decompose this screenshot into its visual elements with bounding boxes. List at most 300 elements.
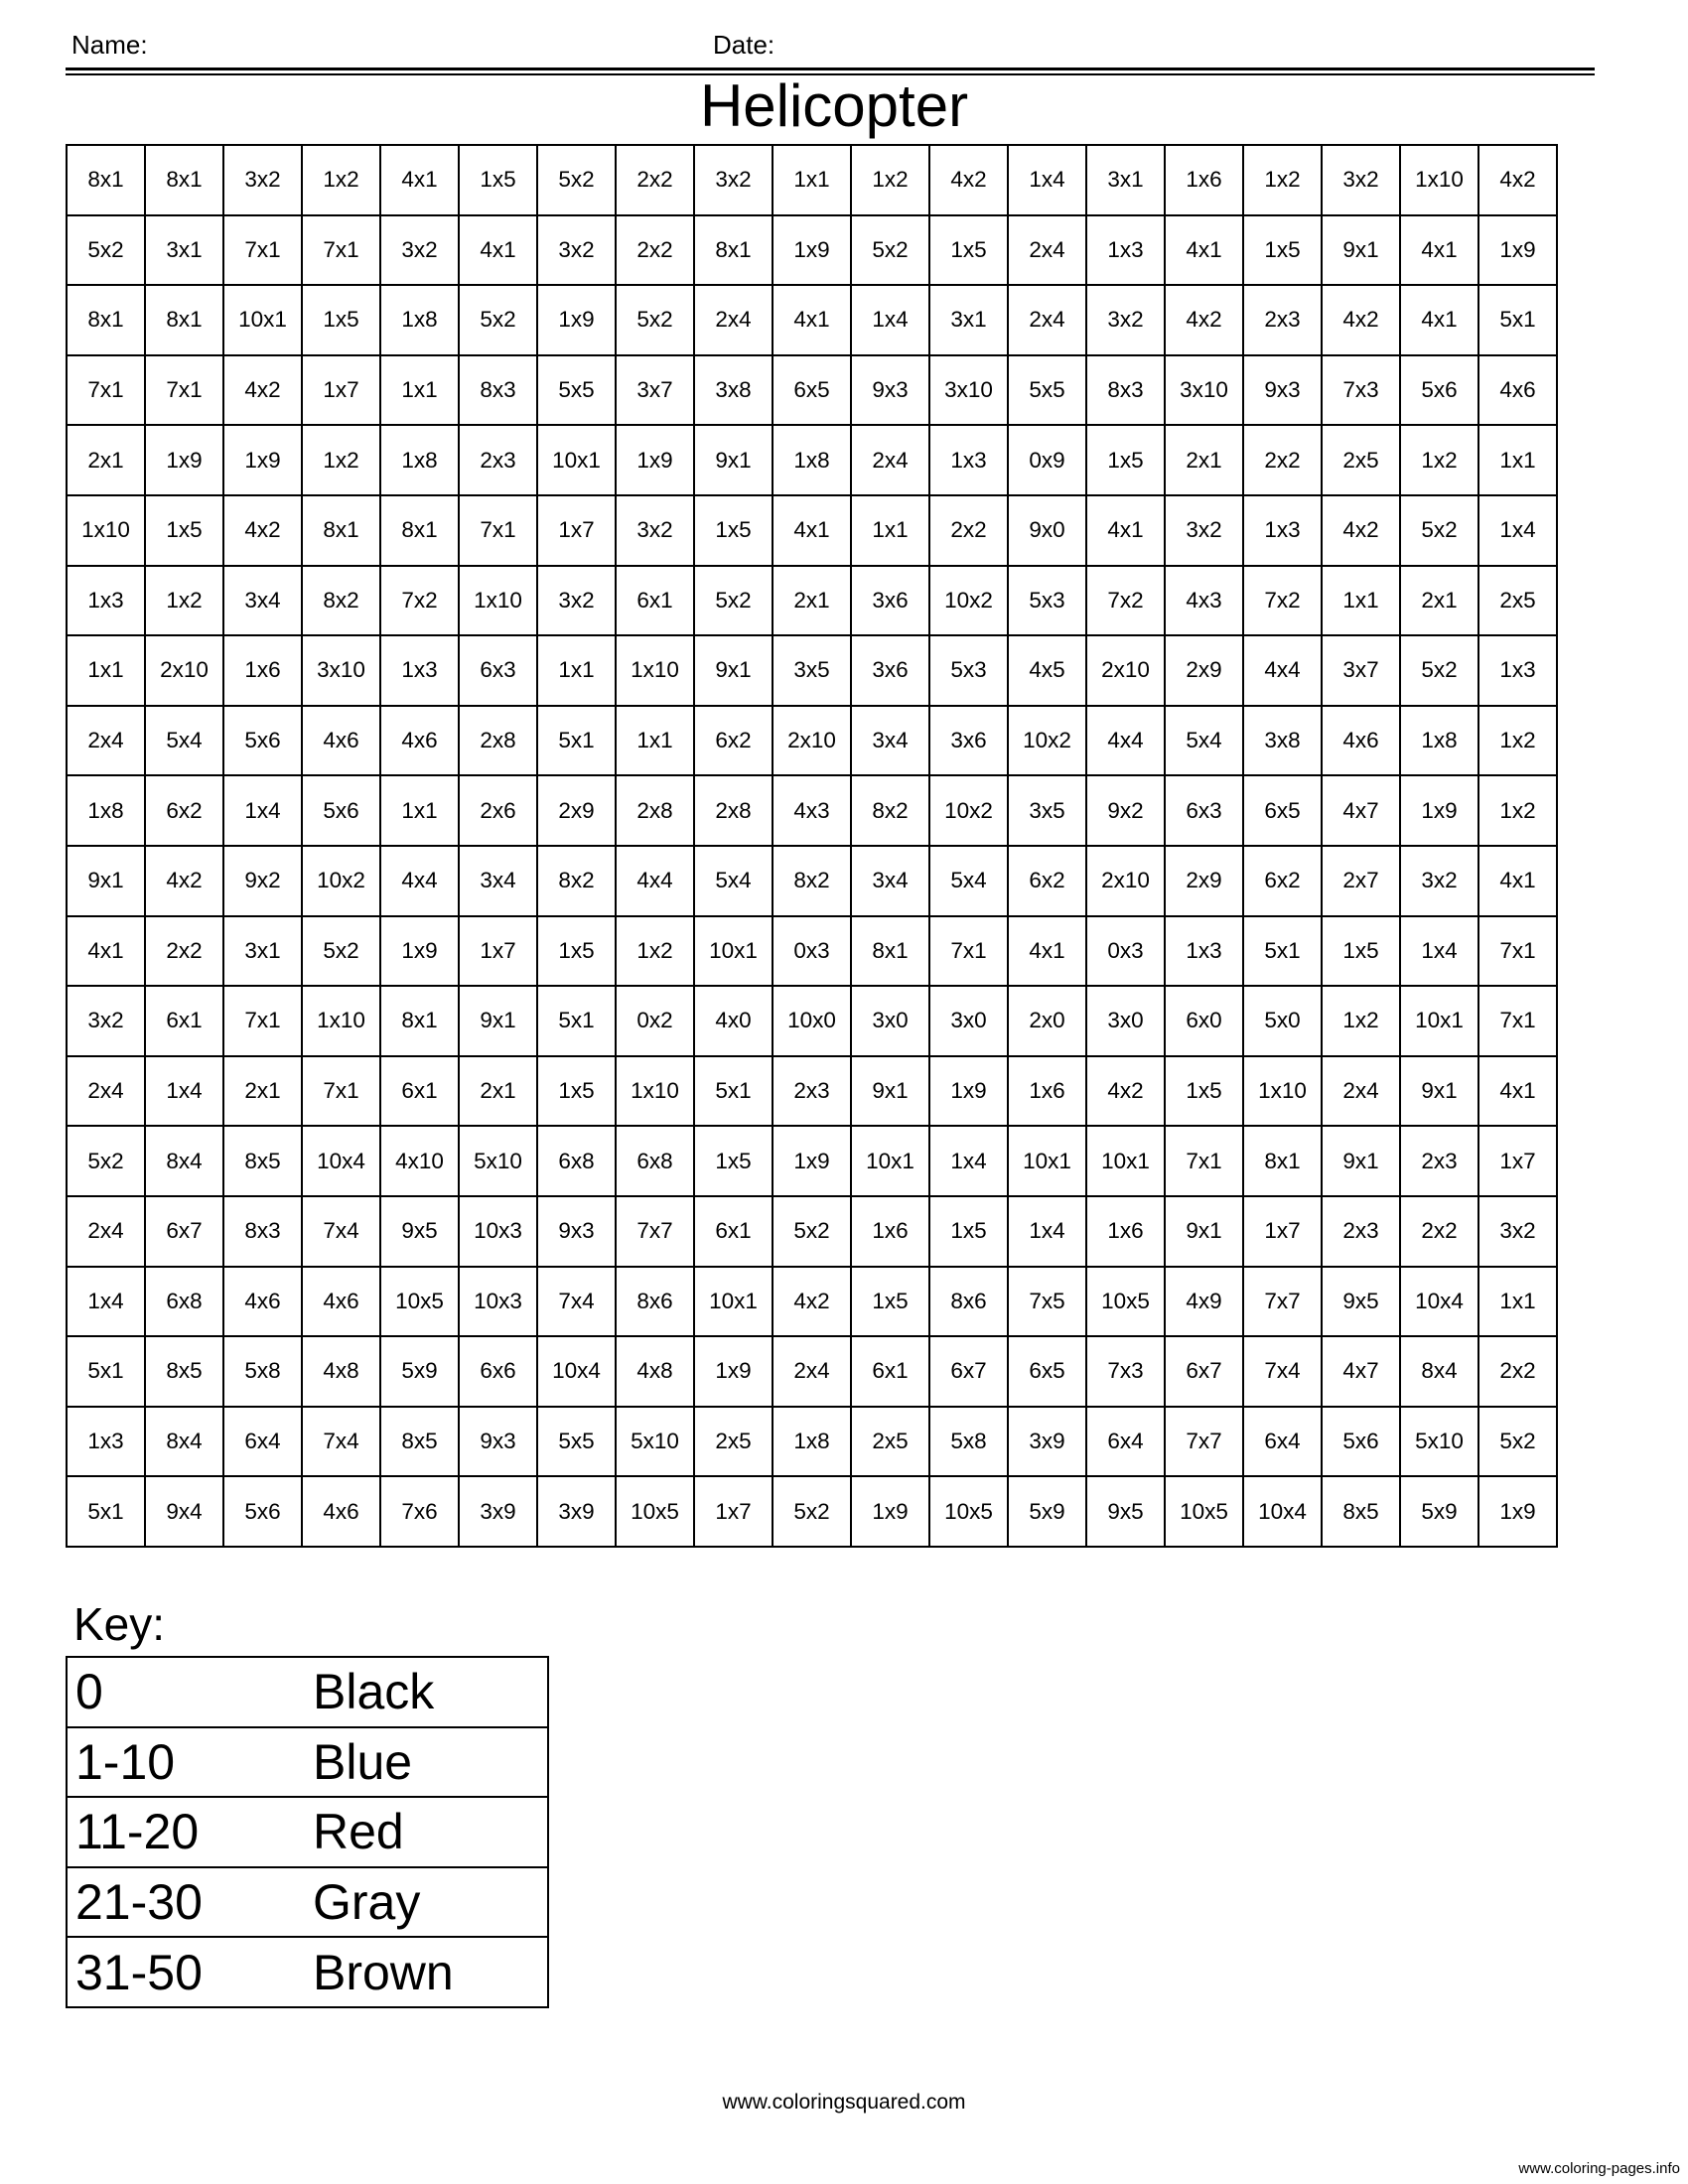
grid-cell[interactable]: 1x5 bbox=[851, 1267, 929, 1337]
grid-cell[interactable]: 3x10 bbox=[302, 635, 380, 706]
grid-cell[interactable]: 4x1 bbox=[67, 916, 145, 987]
grid-cell[interactable]: 1x7 bbox=[1478, 1126, 1557, 1196]
grid-cell[interactable]: 1x9 bbox=[1478, 1476, 1557, 1547]
grid-cell[interactable]: 2x2 bbox=[929, 495, 1008, 566]
grid-cell[interactable]: 5x8 bbox=[929, 1407, 1008, 1477]
grid-cell[interactable]: 3x2 bbox=[1322, 145, 1400, 215]
grid-cell[interactable]: 3x8 bbox=[1243, 706, 1322, 776]
grid-cell[interactable]: 3x0 bbox=[929, 986, 1008, 1056]
grid-cell[interactable]: 10x5 bbox=[1165, 1476, 1243, 1547]
grid-cell[interactable]: 10x2 bbox=[302, 846, 380, 916]
grid-cell[interactable]: 1x4 bbox=[223, 775, 302, 846]
grid-cell[interactable]: 6x8 bbox=[616, 1126, 694, 1196]
grid-cell[interactable]: 3x1 bbox=[929, 285, 1008, 355]
grid-cell[interactable]: 6x7 bbox=[929, 1336, 1008, 1407]
grid-cell[interactable]: 2x3 bbox=[1243, 285, 1322, 355]
grid-cell[interactable]: 9x1 bbox=[694, 425, 773, 495]
grid-cell[interactable]: 1x9 bbox=[929, 1056, 1008, 1127]
grid-cell[interactable]: 5x2 bbox=[773, 1196, 851, 1267]
grid-cell[interactable]: 2x10 bbox=[1086, 635, 1165, 706]
grid-cell[interactable]: 7x2 bbox=[1243, 566, 1322, 636]
grid-cell[interactable]: 8x4 bbox=[1400, 1336, 1478, 1407]
grid-cell[interactable]: 5x8 bbox=[223, 1336, 302, 1407]
grid-cell[interactable]: 4x2 bbox=[929, 145, 1008, 215]
grid-cell[interactable]: 10x1 bbox=[694, 916, 773, 987]
grid-cell[interactable]: 10x2 bbox=[1008, 706, 1086, 776]
grid-cell[interactable]: 9x1 bbox=[1165, 1196, 1243, 1267]
grid-cell[interactable]: 1x9 bbox=[145, 425, 223, 495]
grid-cell[interactable]: 4x1 bbox=[1400, 285, 1478, 355]
grid-cell[interactable]: 10x1 bbox=[851, 1126, 929, 1196]
grid-cell[interactable]: 1x5 bbox=[929, 1196, 1008, 1267]
grid-cell[interactable]: 3x2 bbox=[67, 986, 145, 1056]
grid-cell[interactable]: 9x1 bbox=[694, 635, 773, 706]
grid-cell[interactable]: 5x2 bbox=[851, 215, 929, 286]
grid-cell[interactable]: 2x9 bbox=[537, 775, 616, 846]
grid-cell[interactable]: 9x3 bbox=[459, 1407, 537, 1477]
grid-cell[interactable]: 3x10 bbox=[929, 355, 1008, 426]
grid-cell[interactable]: 8x5 bbox=[1322, 1476, 1400, 1547]
grid-cell[interactable]: 10x1 bbox=[537, 425, 616, 495]
grid-cell[interactable]: 10x3 bbox=[459, 1267, 537, 1337]
grid-cell[interactable]: 6x1 bbox=[694, 1196, 773, 1267]
grid-cell[interactable]: 5x6 bbox=[1322, 1407, 1400, 1477]
grid-cell[interactable]: 1x2 bbox=[302, 145, 380, 215]
grid-cell[interactable]: 2x1 bbox=[1165, 425, 1243, 495]
grid-cell[interactable]: 3x2 bbox=[1400, 846, 1478, 916]
grid-cell[interactable]: 6x5 bbox=[1008, 1336, 1086, 1407]
grid-cell[interactable]: 1x4 bbox=[1400, 916, 1478, 987]
grid-cell[interactable]: 9x1 bbox=[1322, 215, 1400, 286]
grid-cell[interactable]: 1x9 bbox=[773, 1126, 851, 1196]
grid-cell[interactable]: 3x2 bbox=[380, 215, 459, 286]
grid-cell[interactable]: 5x4 bbox=[145, 706, 223, 776]
grid-cell[interactable]: 2x1 bbox=[223, 1056, 302, 1127]
grid-cell[interactable]: 3x5 bbox=[773, 635, 851, 706]
grid-cell[interactable]: 4x5 bbox=[1008, 635, 1086, 706]
grid-cell[interactable]: 2x2 bbox=[616, 145, 694, 215]
grid-cell[interactable]: 1x6 bbox=[851, 1196, 929, 1267]
grid-cell[interactable]: 6x4 bbox=[223, 1407, 302, 1477]
grid-cell[interactable]: 5x4 bbox=[694, 846, 773, 916]
grid-cell[interactable]: 5x2 bbox=[616, 285, 694, 355]
grid-cell[interactable]: 8x2 bbox=[851, 775, 929, 846]
grid-cell[interactable]: 3x6 bbox=[929, 706, 1008, 776]
grid-cell[interactable]: 4x6 bbox=[1322, 706, 1400, 776]
grid-cell[interactable]: 2x3 bbox=[773, 1056, 851, 1127]
grid-cell[interactable]: 8x3 bbox=[459, 355, 537, 426]
grid-cell[interactable]: 7x1 bbox=[145, 355, 223, 426]
grid-cell[interactable]: 1x3 bbox=[1165, 916, 1243, 987]
grid-cell[interactable]: 0x3 bbox=[1086, 916, 1165, 987]
grid-cell[interactable]: 3x4 bbox=[459, 846, 537, 916]
grid-cell[interactable]: 1x3 bbox=[929, 425, 1008, 495]
grid-cell[interactable]: 1x10 bbox=[302, 986, 380, 1056]
grid-cell[interactable]: 1x3 bbox=[67, 566, 145, 636]
grid-cell[interactable]: 9x1 bbox=[1322, 1126, 1400, 1196]
grid-cell[interactable]: 4x4 bbox=[1086, 706, 1165, 776]
grid-cell[interactable]: 9x3 bbox=[1243, 355, 1322, 426]
grid-cell[interactable]: 5x2 bbox=[773, 1476, 851, 1547]
grid-cell[interactable]: 1x4 bbox=[67, 1267, 145, 1337]
grid-cell[interactable]: 4x6 bbox=[302, 706, 380, 776]
grid-cell[interactable]: 1x2 bbox=[1243, 145, 1322, 215]
grid-cell[interactable]: 1x6 bbox=[1008, 1056, 1086, 1127]
grid-cell[interactable]: 2x1 bbox=[773, 566, 851, 636]
grid-cell[interactable]: 5x1 bbox=[67, 1336, 145, 1407]
grid-cell[interactable]: 7x1 bbox=[223, 215, 302, 286]
grid-cell[interactable]: 7x1 bbox=[1478, 986, 1557, 1056]
grid-cell[interactable]: 3x10 bbox=[1165, 355, 1243, 426]
grid-cell[interactable]: 5x10 bbox=[1400, 1407, 1478, 1477]
grid-cell[interactable]: 10x3 bbox=[459, 1196, 537, 1267]
grid-cell[interactable]: 4x2 bbox=[1165, 285, 1243, 355]
grid-cell[interactable]: 7x5 bbox=[1008, 1267, 1086, 1337]
grid-cell[interactable]: 8x1 bbox=[1243, 1126, 1322, 1196]
grid-cell[interactable]: 3x4 bbox=[851, 846, 929, 916]
grid-cell[interactable]: 6x0 bbox=[1165, 986, 1243, 1056]
grid-cell[interactable]: 7x2 bbox=[1086, 566, 1165, 636]
grid-cell[interactable]: 1x9 bbox=[851, 1476, 929, 1547]
grid-cell[interactable]: 1x9 bbox=[380, 916, 459, 987]
grid-cell[interactable]: 10x5 bbox=[380, 1267, 459, 1337]
grid-cell[interactable]: 1x4 bbox=[1008, 1196, 1086, 1267]
grid-cell[interactable]: 5x2 bbox=[537, 145, 616, 215]
grid-cell[interactable]: 3x7 bbox=[1322, 635, 1400, 706]
grid-cell[interactable]: 10x1 bbox=[1008, 1126, 1086, 1196]
grid-cell[interactable]: 8x4 bbox=[145, 1407, 223, 1477]
grid-cell[interactable]: 2x1 bbox=[459, 1056, 537, 1127]
grid-cell[interactable]: 5x4 bbox=[929, 846, 1008, 916]
grid-cell[interactable]: 1x1 bbox=[380, 355, 459, 426]
grid-cell[interactable]: 10x1 bbox=[223, 285, 302, 355]
grid-cell[interactable]: 1x1 bbox=[1478, 1267, 1557, 1337]
grid-cell[interactable]: 4x1 bbox=[1086, 495, 1165, 566]
grid-cell[interactable]: 1x6 bbox=[223, 635, 302, 706]
grid-cell[interactable]: 2x5 bbox=[851, 1407, 929, 1477]
grid-cell[interactable]: 5x1 bbox=[1478, 285, 1557, 355]
grid-cell[interactable]: 1x2 bbox=[1400, 425, 1478, 495]
grid-cell[interactable]: 5x4 bbox=[1165, 706, 1243, 776]
grid-cell[interactable]: 2x5 bbox=[694, 1407, 773, 1477]
grid-cell[interactable]: 7x1 bbox=[223, 986, 302, 1056]
grid-cell[interactable]: 4x6 bbox=[223, 1267, 302, 1337]
grid-cell[interactable]: 1x1 bbox=[851, 495, 929, 566]
grid-cell[interactable]: 3x9 bbox=[459, 1476, 537, 1547]
grid-cell[interactable]: 2x4 bbox=[773, 1336, 851, 1407]
grid-cell[interactable]: 1x7 bbox=[459, 916, 537, 987]
grid-cell[interactable]: 9x2 bbox=[1086, 775, 1165, 846]
grid-cell[interactable]: 1x1 bbox=[67, 635, 145, 706]
grid-cell[interactable]: 4x2 bbox=[223, 355, 302, 426]
grid-cell[interactable]: 3x2 bbox=[694, 145, 773, 215]
grid-cell[interactable]: 5x5 bbox=[1008, 355, 1086, 426]
grid-cell[interactable]: 6x8 bbox=[537, 1126, 616, 1196]
grid-cell[interactable]: 1x4 bbox=[1008, 145, 1086, 215]
grid-cell[interactable]: 4x2 bbox=[1086, 1056, 1165, 1127]
grid-cell[interactable]: 9x2 bbox=[223, 846, 302, 916]
grid-cell[interactable]: 10x5 bbox=[929, 1476, 1008, 1547]
grid-cell[interactable]: 4x6 bbox=[302, 1476, 380, 1547]
grid-cell[interactable]: 5x3 bbox=[1008, 566, 1086, 636]
grid-cell[interactable]: 8x4 bbox=[145, 1126, 223, 1196]
grid-cell[interactable]: 10x1 bbox=[1400, 986, 1478, 1056]
grid-cell[interactable]: 5x2 bbox=[1400, 495, 1478, 566]
grid-cell[interactable]: 2x2 bbox=[1400, 1196, 1478, 1267]
grid-cell[interactable]: 1x2 bbox=[145, 566, 223, 636]
grid-cell[interactable]: 5x5 bbox=[537, 355, 616, 426]
grid-cell[interactable]: 3x4 bbox=[851, 706, 929, 776]
grid-cell[interactable]: 3x9 bbox=[1008, 1407, 1086, 1477]
grid-cell[interactable]: 1x5 bbox=[1243, 215, 1322, 286]
grid-cell[interactable]: 5x6 bbox=[223, 706, 302, 776]
grid-cell[interactable]: 5x10 bbox=[459, 1126, 537, 1196]
grid-cell[interactable]: 6x1 bbox=[380, 1056, 459, 1127]
grid-cell[interactable]: 1x4 bbox=[1478, 495, 1557, 566]
grid-cell[interactable]: 4x1 bbox=[773, 495, 851, 566]
grid-cell[interactable]: 4x1 bbox=[1165, 215, 1243, 286]
grid-cell[interactable]: 2x1 bbox=[67, 425, 145, 495]
grid-cell[interactable]: 2x10 bbox=[145, 635, 223, 706]
grid-cell[interactable]: 2x6 bbox=[459, 775, 537, 846]
grid-cell[interactable]: 4x6 bbox=[1478, 355, 1557, 426]
grid-cell[interactable]: 1x4 bbox=[929, 1126, 1008, 1196]
grid-cell[interactable]: 3x2 bbox=[223, 145, 302, 215]
grid-cell[interactable]: 1x5 bbox=[1086, 425, 1165, 495]
grid-cell[interactable]: 6x2 bbox=[1243, 846, 1322, 916]
grid-cell[interactable]: 2x4 bbox=[67, 1196, 145, 1267]
grid-cell[interactable]: 1x5 bbox=[537, 916, 616, 987]
grid-cell[interactable]: 8x1 bbox=[145, 285, 223, 355]
grid-cell[interactable]: 5x9 bbox=[380, 1336, 459, 1407]
grid-cell[interactable]: 1x3 bbox=[380, 635, 459, 706]
grid-cell[interactable]: 6x7 bbox=[145, 1196, 223, 1267]
grid-cell[interactable]: 4x9 bbox=[1165, 1267, 1243, 1337]
grid-cell[interactable]: 0x9 bbox=[1008, 425, 1086, 495]
grid-cell[interactable]: 1x5 bbox=[1165, 1056, 1243, 1127]
grid-cell[interactable]: 2x5 bbox=[1478, 566, 1557, 636]
grid-cell[interactable]: 7x1 bbox=[302, 215, 380, 286]
grid-cell[interactable]: 3x9 bbox=[537, 1476, 616, 1547]
grid-cell[interactable]: 8x1 bbox=[851, 916, 929, 987]
grid-cell[interactable]: 7x7 bbox=[1243, 1267, 1322, 1337]
grid-cell[interactable]: 3x0 bbox=[1086, 986, 1165, 1056]
grid-cell[interactable]: 1x1 bbox=[773, 145, 851, 215]
grid-cell[interactable]: 1x6 bbox=[1165, 145, 1243, 215]
grid-cell[interactable]: 5x1 bbox=[67, 1476, 145, 1547]
grid-cell[interactable]: 7x1 bbox=[302, 1056, 380, 1127]
grid-cell[interactable]: 3x2 bbox=[1478, 1196, 1557, 1267]
grid-cell[interactable]: 1x5 bbox=[537, 1056, 616, 1127]
grid-cell[interactable]: 1x8 bbox=[67, 775, 145, 846]
grid-cell[interactable]: 1x9 bbox=[694, 1336, 773, 1407]
grid-cell[interactable]: 9x5 bbox=[1322, 1267, 1400, 1337]
grid-cell[interactable]: 5x9 bbox=[1008, 1476, 1086, 1547]
grid-cell[interactable]: 3x2 bbox=[616, 495, 694, 566]
grid-cell[interactable]: 7x7 bbox=[616, 1196, 694, 1267]
grid-cell[interactable]: 4x0 bbox=[694, 986, 773, 1056]
grid-cell[interactable]: 5x2 bbox=[459, 285, 537, 355]
grid-cell[interactable]: 9x3 bbox=[851, 355, 929, 426]
grid-cell[interactable]: 1x2 bbox=[1478, 706, 1557, 776]
grid-cell[interactable]: 10x5 bbox=[616, 1476, 694, 1547]
grid-cell[interactable]: 4x2 bbox=[223, 495, 302, 566]
grid-cell[interactable]: 2x8 bbox=[616, 775, 694, 846]
grid-cell[interactable]: 6x2 bbox=[694, 706, 773, 776]
grid-cell[interactable]: 4x1 bbox=[459, 215, 537, 286]
grid-cell[interactable]: 2x9 bbox=[1165, 846, 1243, 916]
grid-cell[interactable]: 5x5 bbox=[537, 1407, 616, 1477]
grid-cell[interactable]: 4x3 bbox=[773, 775, 851, 846]
grid-cell[interactable]: 5x1 bbox=[1243, 916, 1322, 987]
grid-cell[interactable]: 10x4 bbox=[1400, 1267, 1478, 1337]
grid-cell[interactable]: 8x1 bbox=[694, 215, 773, 286]
grid-cell[interactable]: 7x1 bbox=[459, 495, 537, 566]
grid-cell[interactable]: 7x4 bbox=[302, 1196, 380, 1267]
grid-cell[interactable]: 6x1 bbox=[616, 566, 694, 636]
grid-cell[interactable]: 7x1 bbox=[929, 916, 1008, 987]
grid-cell[interactable]: 1x2 bbox=[616, 916, 694, 987]
grid-cell[interactable]: 6x8 bbox=[145, 1267, 223, 1337]
grid-cell[interactable]: 7x1 bbox=[1478, 916, 1557, 987]
grid-cell[interactable]: 1x9 bbox=[1400, 775, 1478, 846]
grid-cell[interactable]: 7x6 bbox=[380, 1476, 459, 1547]
grid-cell[interactable]: 4x4 bbox=[1243, 635, 1322, 706]
grid-cell[interactable]: 1x7 bbox=[694, 1476, 773, 1547]
grid-cell[interactable]: 2x4 bbox=[694, 285, 773, 355]
grid-cell[interactable]: 9x1 bbox=[1400, 1056, 1478, 1127]
grid-cell[interactable]: 4x2 bbox=[1322, 285, 1400, 355]
grid-cell[interactable]: 5x0 bbox=[1243, 986, 1322, 1056]
grid-cell[interactable]: 1x7 bbox=[537, 495, 616, 566]
grid-cell[interactable]: 1x8 bbox=[773, 425, 851, 495]
grid-cell[interactable]: 2x5 bbox=[1322, 425, 1400, 495]
grid-cell[interactable]: 1x1 bbox=[616, 706, 694, 776]
grid-cell[interactable]: 1x9 bbox=[773, 215, 851, 286]
grid-cell[interactable]: 5x10 bbox=[616, 1407, 694, 1477]
grid-cell[interactable]: 6x6 bbox=[459, 1336, 537, 1407]
grid-cell[interactable]: 1x4 bbox=[851, 285, 929, 355]
grid-cell[interactable]: 3x6 bbox=[851, 566, 929, 636]
grid-cell[interactable]: 9x1 bbox=[851, 1056, 929, 1127]
grid-cell[interactable]: 6x5 bbox=[1243, 775, 1322, 846]
grid-cell[interactable]: 8x1 bbox=[67, 145, 145, 215]
grid-cell[interactable]: 9x1 bbox=[67, 846, 145, 916]
grid-cell[interactable]: 6x4 bbox=[1243, 1407, 1322, 1477]
grid-cell[interactable]: 5x1 bbox=[537, 986, 616, 1056]
grid-cell[interactable]: 3x5 bbox=[1008, 775, 1086, 846]
grid-cell[interactable]: 4x2 bbox=[1322, 495, 1400, 566]
grid-cell[interactable]: 1x5 bbox=[459, 145, 537, 215]
grid-cell[interactable]: 6x2 bbox=[145, 775, 223, 846]
grid-cell[interactable]: 1x8 bbox=[773, 1407, 851, 1477]
grid-cell[interactable]: 5x2 bbox=[1400, 635, 1478, 706]
grid-cell[interactable]: 1x8 bbox=[380, 285, 459, 355]
grid-cell[interactable]: 1x5 bbox=[929, 215, 1008, 286]
grid-cell[interactable]: 1x5 bbox=[694, 1126, 773, 1196]
grid-cell[interactable]: 6x3 bbox=[1165, 775, 1243, 846]
grid-cell[interactable]: 7x1 bbox=[67, 355, 145, 426]
grid-cell[interactable]: 8x2 bbox=[773, 846, 851, 916]
grid-cell[interactable]: 2x9 bbox=[1165, 635, 1243, 706]
grid-cell[interactable]: 1x4 bbox=[145, 1056, 223, 1127]
grid-cell[interactable]: 8x5 bbox=[223, 1126, 302, 1196]
grid-cell[interactable]: 1x3 bbox=[1478, 635, 1557, 706]
grid-cell[interactable]: 5x1 bbox=[694, 1056, 773, 1127]
grid-cell[interactable]: 1x10 bbox=[459, 566, 537, 636]
grid-cell[interactable]: 4x2 bbox=[145, 846, 223, 916]
grid-cell[interactable]: 5x1 bbox=[537, 706, 616, 776]
grid-cell[interactable]: 0x2 bbox=[616, 986, 694, 1056]
grid-cell[interactable]: 1x9 bbox=[223, 425, 302, 495]
grid-cell[interactable]: 1x3 bbox=[1086, 215, 1165, 286]
grid-cell[interactable]: 4x1 bbox=[1478, 1056, 1557, 1127]
grid-cell[interactable]: 4x1 bbox=[380, 145, 459, 215]
grid-cell[interactable]: 1x10 bbox=[67, 495, 145, 566]
grid-cell[interactable]: 2x7 bbox=[1322, 846, 1400, 916]
grid-cell[interactable]: 2x1 bbox=[1400, 566, 1478, 636]
grid-cell[interactable]: 1x2 bbox=[851, 145, 929, 215]
grid-cell[interactable]: 8x1 bbox=[380, 495, 459, 566]
grid-cell[interactable]: 1x9 bbox=[537, 285, 616, 355]
grid-cell[interactable]: 2x4 bbox=[1008, 285, 1086, 355]
grid-cell[interactable]: 2x0 bbox=[1008, 986, 1086, 1056]
grid-cell[interactable]: 4x3 bbox=[1165, 566, 1243, 636]
grid-cell[interactable]: 2x4 bbox=[1008, 215, 1086, 286]
grid-cell[interactable]: 10x4 bbox=[537, 1336, 616, 1407]
grid-cell[interactable]: 3x4 bbox=[223, 566, 302, 636]
grid-cell[interactable]: 5x9 bbox=[1400, 1476, 1478, 1547]
grid-cell[interactable]: 1x3 bbox=[67, 1407, 145, 1477]
grid-cell[interactable]: 4x1 bbox=[773, 285, 851, 355]
grid-cell[interactable]: 7x2 bbox=[380, 566, 459, 636]
grid-cell[interactable]: 6x2 bbox=[1008, 846, 1086, 916]
grid-cell[interactable]: 5x2 bbox=[67, 215, 145, 286]
grid-cell[interactable]: 9x1 bbox=[459, 986, 537, 1056]
grid-cell[interactable]: 0x3 bbox=[773, 916, 851, 987]
grid-cell[interactable]: 8x6 bbox=[929, 1267, 1008, 1337]
grid-cell[interactable]: 4x4 bbox=[380, 846, 459, 916]
grid-cell[interactable]: 1x10 bbox=[616, 635, 694, 706]
grid-cell[interactable]: 9x3 bbox=[537, 1196, 616, 1267]
grid-cell[interactable]: 10x1 bbox=[694, 1267, 773, 1337]
grid-cell[interactable]: 10x2 bbox=[929, 566, 1008, 636]
grid-cell[interactable]: 5x6 bbox=[1400, 355, 1478, 426]
grid-cell[interactable]: 7x4 bbox=[537, 1267, 616, 1337]
grid-cell[interactable]: 3x1 bbox=[223, 916, 302, 987]
grid-cell[interactable]: 1x7 bbox=[1243, 1196, 1322, 1267]
grid-cell[interactable]: 3x6 bbox=[851, 635, 929, 706]
grid-cell[interactable]: 2x4 bbox=[67, 1056, 145, 1127]
grid-cell[interactable]: 1x1 bbox=[1478, 425, 1557, 495]
grid-cell[interactable]: 5x2 bbox=[1478, 1407, 1557, 1477]
grid-cell[interactable]: 6x5 bbox=[773, 355, 851, 426]
grid-cell[interactable]: 4x2 bbox=[773, 1267, 851, 1337]
grid-cell[interactable]: 1x1 bbox=[1322, 566, 1400, 636]
grid-cell[interactable]: 8x3 bbox=[1086, 355, 1165, 426]
grid-cell[interactable]: 3x7 bbox=[616, 355, 694, 426]
grid-cell[interactable]: 4x8 bbox=[616, 1336, 694, 1407]
grid-cell[interactable]: 10x5 bbox=[1086, 1267, 1165, 1337]
grid-cell[interactable]: 4x4 bbox=[616, 846, 694, 916]
grid-cell[interactable]: 1x1 bbox=[380, 775, 459, 846]
grid-cell[interactable]: 6x7 bbox=[1165, 1336, 1243, 1407]
grid-cell[interactable]: 5x2 bbox=[694, 566, 773, 636]
grid-cell[interactable]: 2x10 bbox=[773, 706, 851, 776]
grid-cell[interactable]: 1x8 bbox=[1400, 706, 1478, 776]
grid-cell[interactable]: 2x8 bbox=[694, 775, 773, 846]
grid-cell[interactable]: 1x3 bbox=[1243, 495, 1322, 566]
